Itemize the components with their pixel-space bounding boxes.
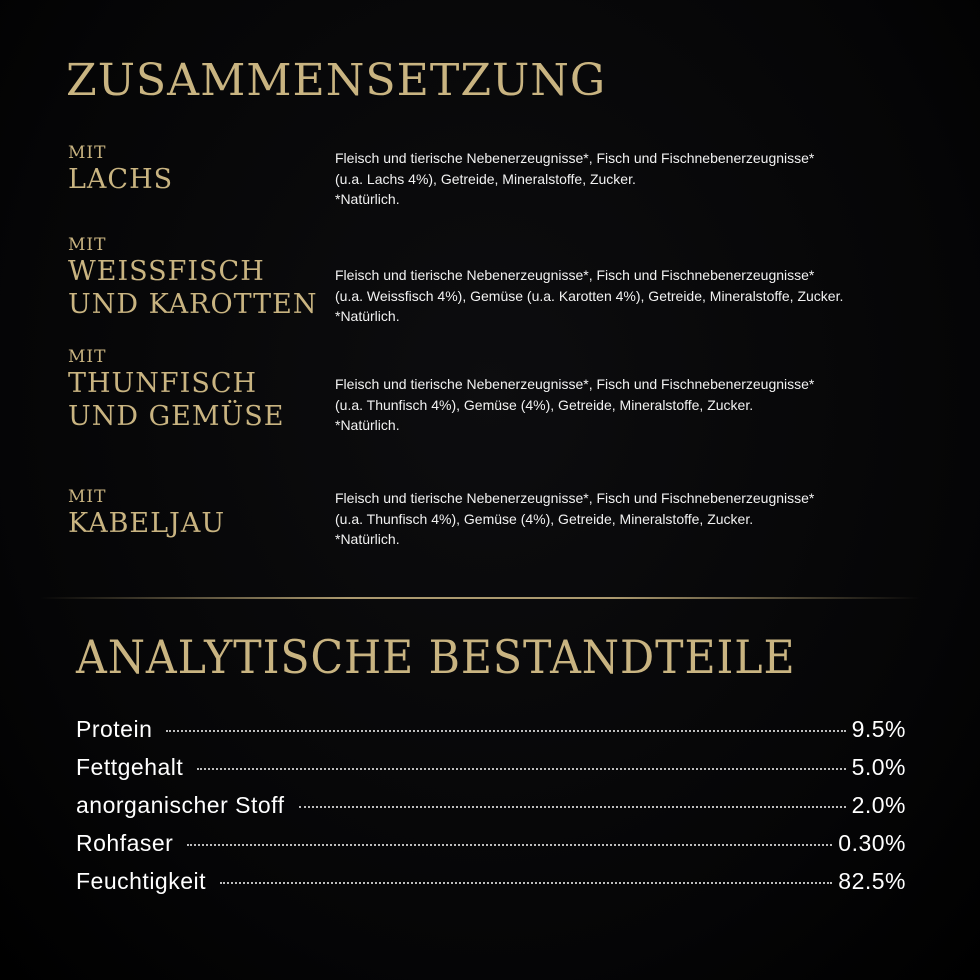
variety-description	[335, 374, 935, 436]
variety-prefix: MIT	[68, 143, 107, 163]
description-line: *Natürlich.	[335, 417, 400, 433]
dot-leader	[197, 768, 845, 770]
description-line: (u.a. Thunfisch 4%), Gemüse (4%), Getreide, Mineralstoffe, Zucker.	[335, 510, 754, 527]
nutrient-label: anorganischer Stoff	[76, 792, 285, 818]
description-line: *Natürlich.	[335, 308, 400, 324]
nutrient-row	[76, 716, 906, 754]
variety-name: THUNFISCH	[68, 368, 258, 399]
nutrient-value: 9.5%	[851, 716, 906, 742]
variety-name: KABELJAU	[68, 508, 226, 539]
variety-lachs	[68, 143, 173, 196]
nutrient-value: 82.5%	[838, 868, 906, 894]
description-line: *Natürlich.	[335, 531, 400, 547]
variety-description	[335, 148, 935, 210]
description-line: *Natürlich.	[335, 191, 400, 207]
nutrient-value: 2.0%	[851, 792, 906, 818]
variety-prefix: MIT	[68, 235, 107, 255]
nutrient-row	[76, 830, 906, 868]
variety-name: UND GEMÜSE	[68, 401, 285, 432]
composition-title: ZUSAMMENSETZUNG	[66, 55, 607, 106]
dot-leader	[166, 730, 845, 732]
dot-leader	[187, 844, 832, 846]
nutrient-label: Feuchtigkeit	[76, 868, 207, 894]
description-line: Fleisch und tierische Nebenerzeugnisse*, Fisch und Fischnebenerzeugnisse*	[335, 490, 815, 506]
nutrient-label: Fettgehalt	[76, 754, 184, 780]
variety-description	[335, 265, 935, 327]
variety-name: LACHS	[68, 164, 174, 195]
description-line: (u.a. Lachs 4%), Getreide, Mineralstoffe, Zucker.	[335, 170, 636, 187]
description-line: Fleisch und tierische Nebenerzeugnisse*, Fisch und Fischnebenerzeugnisse*	[335, 267, 815, 283]
nutrient-label: Protein	[76, 716, 153, 742]
description-line: (u.a. Thunfisch 4%), Gemüse (4%), Getreide, Mineralstoffe, Zucker.	[335, 396, 754, 413]
variety-name: UND KAROTTEN	[68, 289, 318, 320]
nutrient-value: 0.30%	[838, 830, 906, 856]
variety-weissfisch	[68, 235, 318, 321]
dot-leader	[299, 806, 846, 808]
analysis-title: ANALYTISCHE BESTANDTEILE	[76, 630, 796, 684]
section-divider	[40, 597, 920, 599]
variety-kabeljau	[68, 487, 225, 540]
nutrient-row	[76, 754, 906, 792]
variety-prefix: MIT	[68, 347, 107, 367]
nutrient-label: Rohfaser	[76, 830, 174, 856]
description-line: (u.a. Weissfisch 4%), Gemüse (u.a. Karotten 4%), Getreide, Mineralstoffe, Zucker.	[335, 287, 844, 304]
description-line: Fleisch und tierische Nebenerzeugnisse*, Fisch und Fischnebenerzeugnisse*	[335, 376, 815, 392]
variety-description	[335, 488, 935, 550]
nutrient-row	[76, 868, 906, 906]
variety-prefix: MIT	[68, 487, 107, 507]
nutrient-value: 5.0%	[851, 754, 906, 780]
variety-thunfisch	[68, 347, 285, 433]
nutrient-table	[76, 716, 906, 906]
description-line: Fleisch und tierische Nebenerzeugnisse*, Fisch und Fischnebenerzeugnisse*	[335, 150, 815, 166]
variety-name: WEISSFISCH	[68, 256, 265, 287]
dot-leader	[220, 882, 832, 884]
nutrient-row	[76, 792, 906, 830]
